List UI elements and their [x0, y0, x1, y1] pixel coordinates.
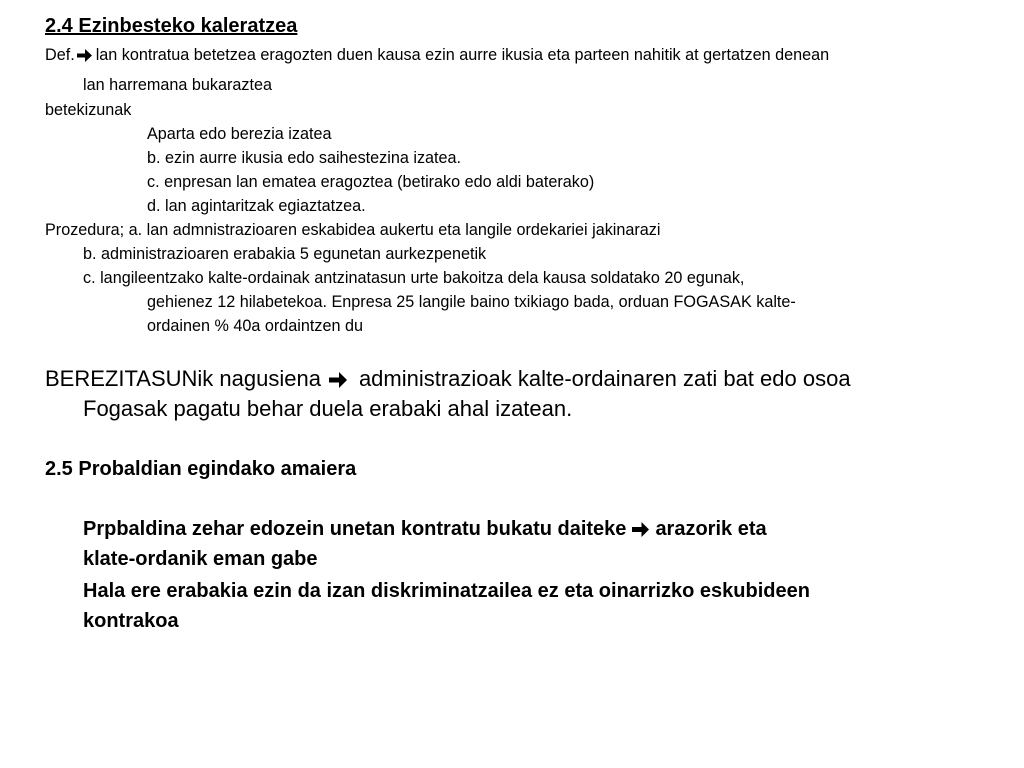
- special-text-continued: Fogasak pagatu behar duela erabaki ahal izatean.: [83, 396, 573, 421]
- special-line: [45, 366, 851, 392]
- requirements-label: betekizunak: [45, 101, 132, 119]
- right-arrow-icon: [77, 49, 92, 62]
- probation-line: kontrakoa: [83, 610, 179, 632]
- definition-text: lan kontratua betetzea eragozten duen kausa ezin aurre ikusia eta parteen nahitik at gertatzen denean: [95, 46, 830, 64]
- special-text: administrazioak kalte-ordainaren zati bat edo osoa: [358, 366, 851, 391]
- procedure-line: b. administrazioaren erabakia 5 egunetan aurkezpenetik: [83, 245, 487, 263]
- special-prefix: BEREZITASUNik nagusiena: [45, 366, 321, 391]
- procedure-line: ordainen % 40a ordaintzen du: [147, 317, 363, 335]
- right-arrow-icon: [329, 372, 347, 388]
- definition-prefix: Def.: [45, 46, 75, 64]
- definition-text-continued: lan harremana bukaraztea: [83, 76, 272, 94]
- probation-text-b: arazorik eta: [655, 518, 767, 540]
- probation-line: [83, 518, 767, 541]
- probation-text: Prpbaldina zehar edozein unetan kontratu bukatu daiteke: [83, 518, 627, 540]
- procedure-line: Prozedura; a. lan admnistrazioaren eskabidea aukertu eta langile ordekariei jakinarazi: [45, 221, 661, 239]
- requirement-item: Aparta edo berezia izatea: [147, 125, 332, 143]
- procedure-line: gehienez 12 hilabetekoa. Enpresa 25 langile baino txikiago bada, orduan FOGASAK kalte-: [147, 293, 796, 311]
- section-title-2-5: 2.5 Probaldian egindako amaiera: [45, 458, 357, 480]
- right-arrow-icon: [632, 522, 649, 537]
- requirement-item: d. lan agintaritzak egiaztatzea.: [147, 197, 366, 215]
- procedure-line: c. langileentzako kalte-ordainak antzinatasun urte bakoitza dela kausa soldatako 20 egunak,: [83, 269, 745, 287]
- requirement-item: c. enpresan lan ematea eragoztea (betirako edo aldi baterako): [147, 173, 595, 191]
- section-title-2-4: 2.4 Ezinbesteko kaleratzea: [45, 15, 298, 37]
- probation-line: Hala ere erabakia ezin da izan diskriminatzailea ez eta oinarrizko eskubideen: [83, 580, 810, 602]
- probation-line: klate-ordanik eman gabe: [83, 548, 318, 570]
- definition-line: [45, 46, 829, 65]
- requirement-item: b. ezin aurre ikusia edo saihestezina izatea.: [147, 149, 462, 167]
